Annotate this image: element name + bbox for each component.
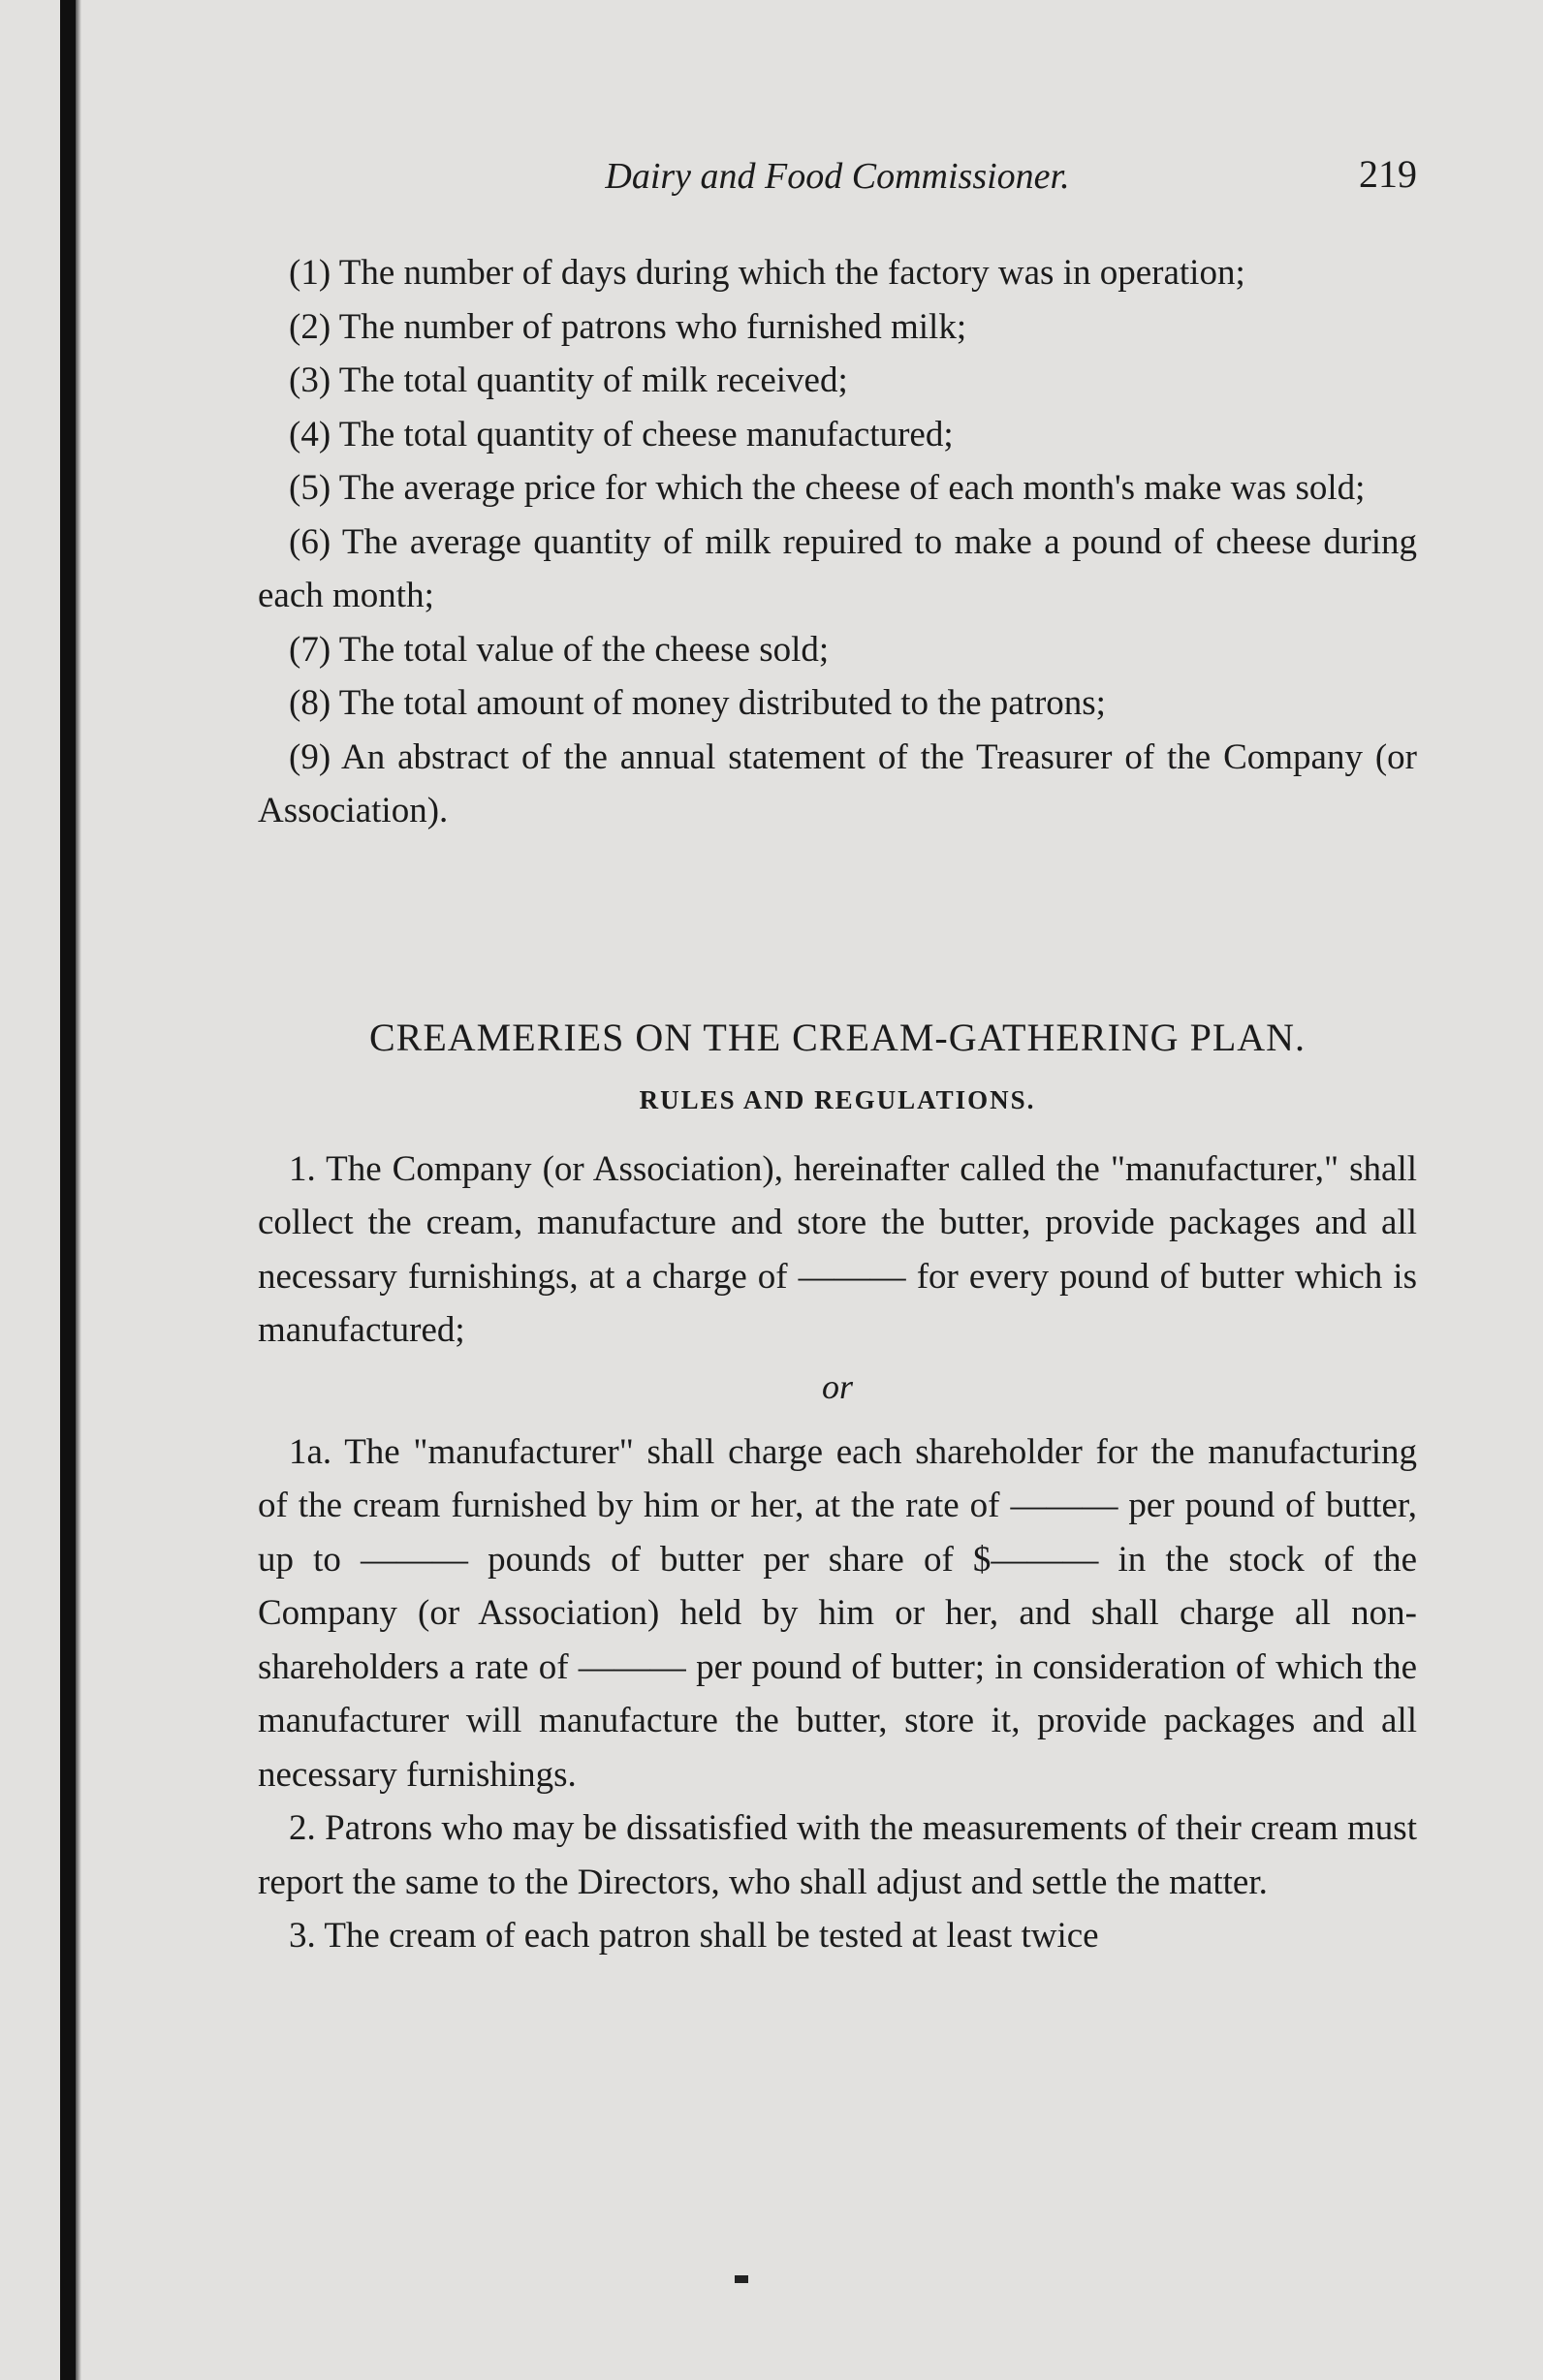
running-header <box>258 145 1417 213</box>
running-title: Dairy and Food Commissioner. <box>605 156 1070 197</box>
rule-paragraph: 1. The Company (or Association), hereinafter called the "manufacturer," shall collect the cream, manufacture and store the butter, provide packages and all necessary furnishings, at a charge of ——— for every pound of butter which is manufactured; <box>258 1148 1417 1350</box>
list-item: (4) The total quantity of cheese manufactured; <box>289 414 954 454</box>
list-item: (8) The total amount of money distributed to the patrons; <box>289 683 1106 723</box>
page-content <box>258 145 1417 1963</box>
section-subheading: RULES AND REGULATIONS. <box>639 1084 1036 1114</box>
section-heading: CREAMERIES ON THE CREAM-GATHERING PLAN. <box>368 1015 1307 1059</box>
spine-gradient <box>76 0 81 2380</box>
page-number: 219 <box>1359 152 1417 196</box>
list-item: (7) The total value of the cheese sold; <box>289 629 830 670</box>
list-item: (1) The number of days during which the factory was in operation; <box>289 253 1245 293</box>
list-item: (6) The average quantity of milk repuired to make a pound of cheese during each month; <box>258 521 1417 615</box>
printer-mark <box>735 2275 748 2283</box>
list-item: (3) The total quantity of milk received; <box>289 360 848 400</box>
list-item: (9) An abstract of the annual statement of the Treasurer of the Company (or Association). <box>258 736 1417 830</box>
rule-paragraph: 1a. The "manufacturer" shall charge each shareholder for the manufacturing of the cream furnished by him or her, at the rate of ——— per pound of butter, up to ——— pounds of butter per share of $——— in the stock of the Company (or Association) held by him or her, and shall charge all non-shareholders a rate of ——— per pound of butter; in consideration of which the manufacturer will manufacture the butter, store it, provide packages and all necessary furnishings. <box>258 1431 1417 1795</box>
rules-body <box>258 1143 1417 1963</box>
rule-paragraph: 3. The cream of each patron shall be tested at least twice <box>289 1916 1099 1956</box>
list-item: (5) The average price for which the cheese of each month's make was sold; <box>289 468 1366 508</box>
list-item: (2) The number of patrons who furnished milk; <box>289 306 967 347</box>
rule-paragraph: 2. Patrons who may be dissatisfied with the measurements of their cream must report the same to the Directors, who shall adjust and settle the matter. <box>258 1808 1417 1902</box>
book-spine-shadow <box>60 0 76 2380</box>
numbered-list <box>258 246 1417 838</box>
or-separator: or <box>821 1366 853 1406</box>
